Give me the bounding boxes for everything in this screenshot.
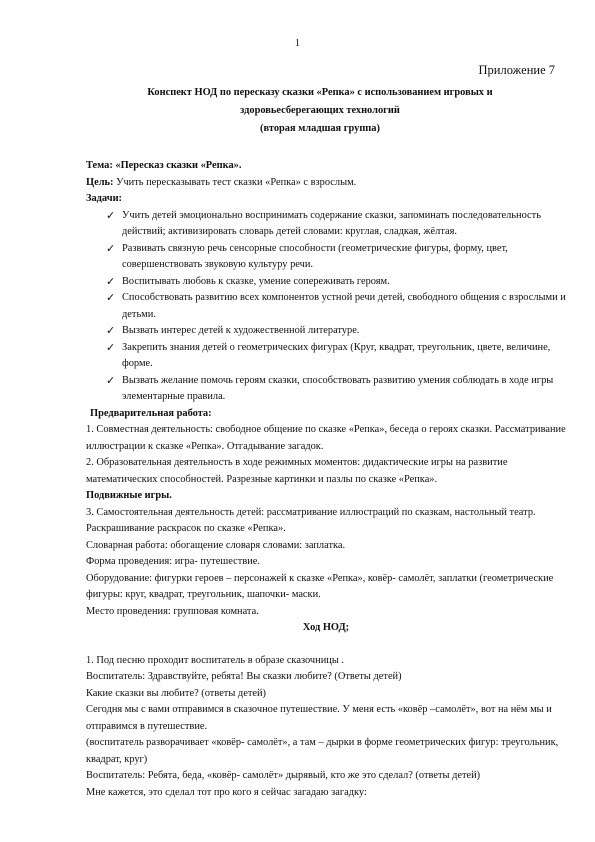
checkmark-icon: ✓ bbox=[106, 275, 116, 288]
goal-label: Цель: bbox=[86, 176, 114, 188]
tasks-heading: Задачи: bbox=[86, 193, 123, 204]
task-item: ✓ Вызвать интерес детей к художественной литературе. bbox=[122, 323, 566, 340]
prelim-item-3: 3. Самостоятельная деятельность детей: рассматривание иллюстраций по сказкам, настольный театр. Раскрашивание раскрасок по сказке «Репка». bbox=[86, 506, 536, 534]
course-line: Воспитатель: Ребята, беда, «ковёр- самолёт» дырявый, кто же это сделал? (ответы детей) bbox=[86, 770, 481, 781]
title-line-3: (вторая младшая группа) bbox=[260, 123, 380, 134]
task-item: ✓ Воспитывать любовь к сказке, умение сопереживать героям. bbox=[122, 274, 566, 291]
title-line-1: Конспект НОД по пересказу сказки «Репка» с использованием игровых и bbox=[147, 87, 493, 98]
checkmark-icon: ✓ bbox=[106, 209, 116, 222]
place: Место проведения: групповая комната. bbox=[86, 605, 259, 617]
theme: Тема: «Пересказ сказки «Репка». bbox=[86, 160, 242, 171]
title-line-2: здоровьесберегающих технологий bbox=[240, 105, 400, 116]
games-heading: Подвижные игры. bbox=[86, 490, 172, 501]
task-item: ✓ Учить детей эмоционально воспринимать содержание сказки, запоминать последовательность действий; активизировать словарь детей словами: круглая, сладкая, жёлтая. bbox=[106, 209, 541, 237]
course-line: (воспитатель разворачивает «ковёр- самолёт», а там – дырки в форме геометрических фигур: треугольник, квадрат, круг) bbox=[86, 737, 559, 765]
goal-text: Учить пересказывать тест сказки «Репка» с взрослым. bbox=[113, 176, 357, 188]
checkmark-icon: ✓ bbox=[106, 341, 116, 354]
page-number: 1 bbox=[294, 38, 301, 49]
equipment: Оборудование: фигурки героев – персонажей к сказке «Репка», ковёр- самолёт, заплатки (геометрические фигуры: круг, квадрат, треугольник, шапочки- маски. bbox=[86, 572, 554, 600]
vocabulary-work: Словарная работа: обогащение словаря словами: заплатка. bbox=[86, 539, 346, 551]
task-item: ✓ Закрепить знания детей о геометрических фигурах (Круг, квадрат, треугольник, цвете, величине, форме. bbox=[106, 341, 551, 369]
document-title bbox=[60, 84, 580, 138]
goal bbox=[86, 175, 566, 192]
task-item: ✓ Вызвать желание помочь героям сказки, способствовать развитию умения соблюдать в ходе игры элементарные правила. bbox=[106, 374, 554, 402]
spacer bbox=[86, 637, 566, 653]
prelim-heading: Предварительная работа: bbox=[90, 407, 212, 419]
course-line: Сегодня мы с вами отправимся в сказочное путешествие. У меня есть «ковёр –самолёт», вот на нём мы и отправимся в путешествие. bbox=[86, 704, 552, 732]
document-body bbox=[86, 158, 566, 801]
checkmark-icon: ✓ bbox=[106, 292, 116, 304]
prelim-item-1: 1. Совместная деятельность: свободное общение по сказке «Репка», беседа о героях сказки. Рассматривание иллюстрации к сказке «Репка». Отгадывание загадок. bbox=[86, 424, 566, 452]
checkmark-icon: ✓ bbox=[106, 374, 116, 387]
form-of-conduct: Форма проведения: игра- путешествие. bbox=[86, 556, 261, 567]
course-line: Воспитатель: Здравствуйте, ребята! Вы сказки любите? (Ответы детей) bbox=[86, 671, 402, 682]
task-item: ✓ Способствовать развитию всех компонентов устной речи детей, свободного общения с взрослыми и детьми. bbox=[106, 292, 566, 320]
checkmark-icon: ✓ bbox=[106, 242, 116, 255]
course-line: Какие сказки вы любите? (ответы детей) bbox=[86, 687, 266, 699]
course-line: Мне кажется, это сделал тот про кого я сейчас загадаю загадку: bbox=[86, 786, 367, 798]
appendix-label: Приложение 7 bbox=[478, 63, 555, 77]
checkmark-icon: ✓ bbox=[106, 325, 116, 337]
course-heading: Ход НОД; bbox=[302, 622, 350, 633]
prelim-item-2: 2. Образовательная деятельность в ходе режимных моментов: дидактические игры на развитие математических способностей. Разрезные картинки и пазлы по сказке «Репка». bbox=[86, 457, 508, 485]
course-line: 1. Под песню проходит воспитатель в образе сказочницы . bbox=[86, 654, 344, 666]
task-item: ✓ Развивать связную речь сенсорные способности (геометрические фигуры, форму, цвет, совершенствовать звуковую культуру речи. bbox=[106, 242, 508, 270]
tasks-list bbox=[86, 208, 566, 406]
